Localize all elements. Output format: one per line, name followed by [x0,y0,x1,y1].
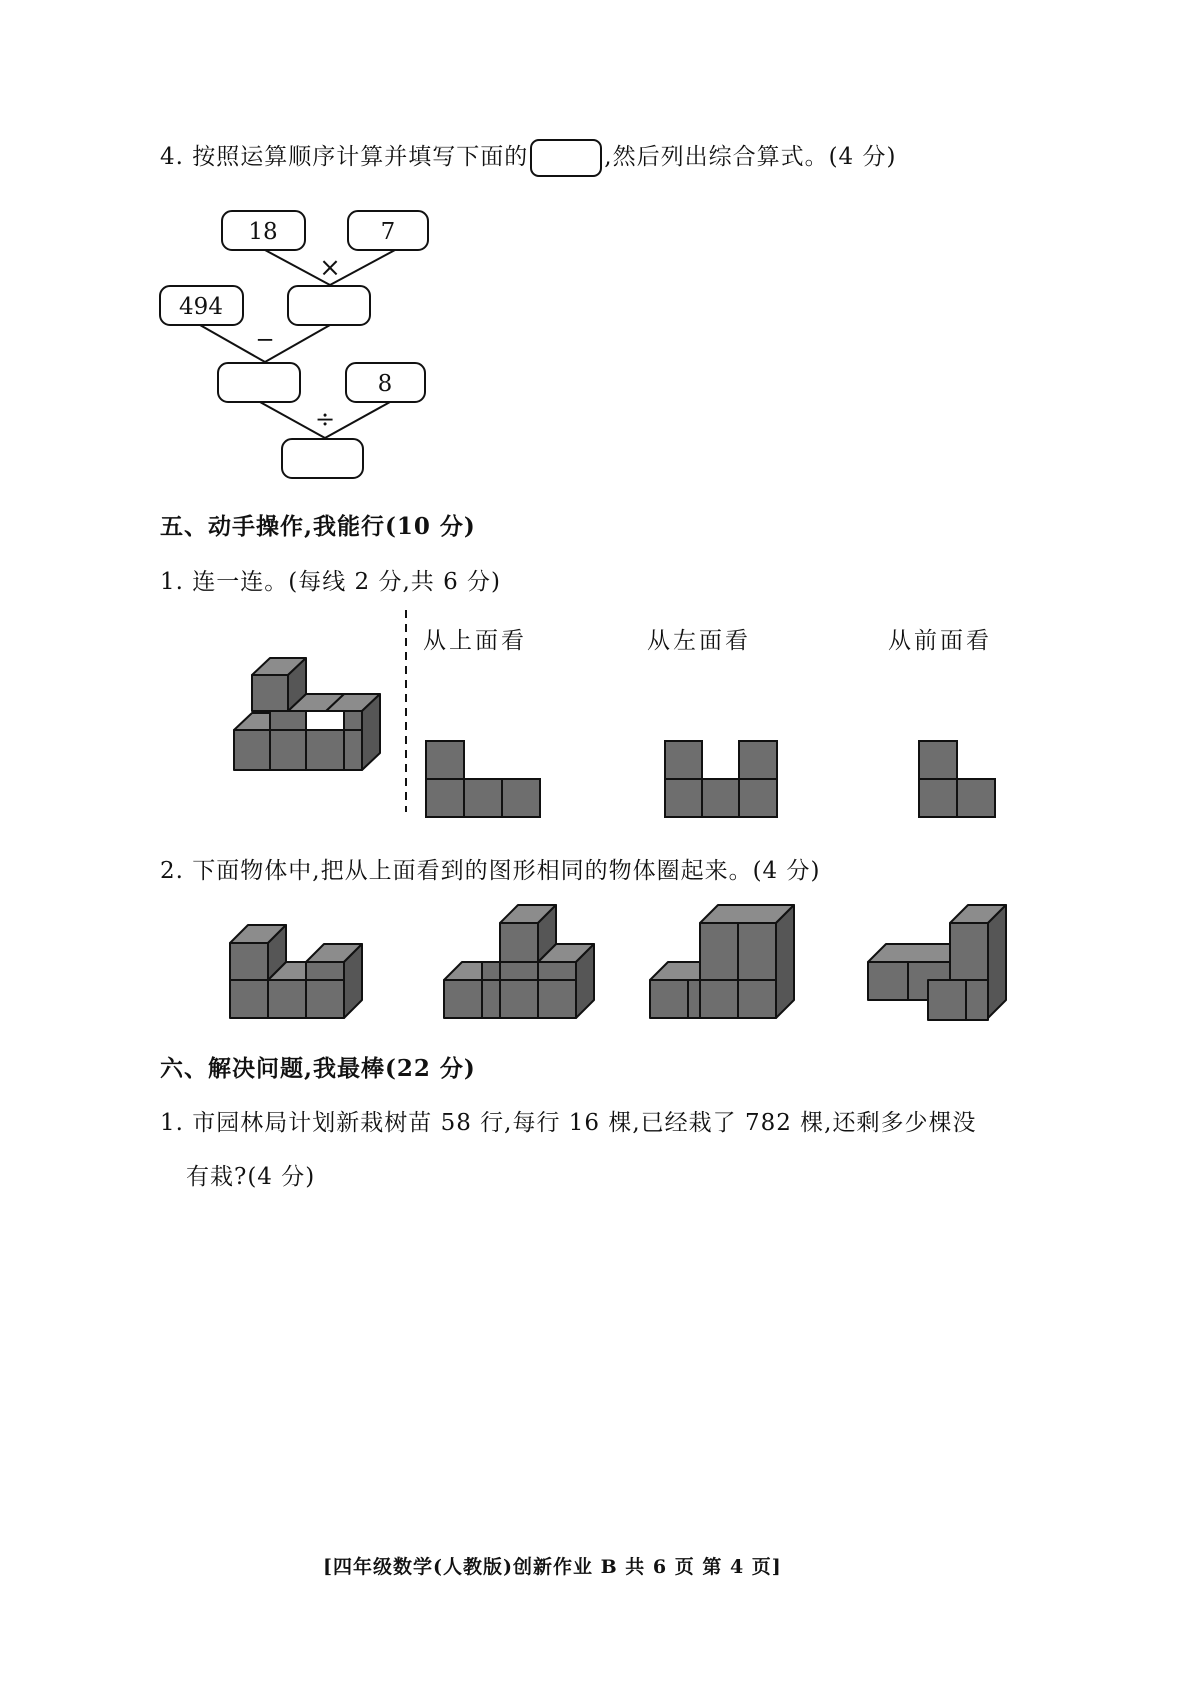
view-label-top: 从上面看 [423,628,527,654]
box-494-value: 494 [179,294,223,320]
multiply-sign: × [319,253,341,283]
q2-object-d[interactable] [868,905,1006,1020]
section6-q1-line1: 1. 市园林局计划新栽树苗 58 行,每行 16 棵,已经栽了 782 棵,还剩多少棵没 [160,1110,977,1136]
box-8-value: 8 [377,371,393,397]
q2-object-a[interactable] [230,925,362,1018]
q4-prefix: 4. 按照运算顺序计算并填写下面的 [160,144,529,170]
box-7-value: 7 [380,219,396,245]
view-label-left: 从左面看 [647,628,751,654]
section5-q1-text: 1. 连一连。(每线 2 分,共 6 分) [160,569,502,595]
q4-suffix: ,然后列出综合算式。(4 分) [604,144,897,170]
page-footer: [四年级数学(人教版)创新作业 B 共 6 页 第 4 页] [323,1556,782,1578]
minus-sign: − [255,327,275,353]
q2-object-b[interactable] [444,905,594,1018]
q2-object-c[interactable] [650,905,794,1018]
section5-title: 五、动手操作,我能行(10 分) [160,513,476,540]
divide-sign: ÷ [314,405,336,433]
box-18-value: 18 [248,219,278,245]
section6-title: 六、解决问题,我最棒(22 分) [160,1055,476,1082]
section5-q2-text: 2. 下面物体中,把从上面看到的图形相同的物体圈起来。(4 分) [160,858,821,884]
section6-q1-line2: 有栽?(4 分) [186,1164,316,1190]
view-label-front: 从前面看 [888,628,992,654]
